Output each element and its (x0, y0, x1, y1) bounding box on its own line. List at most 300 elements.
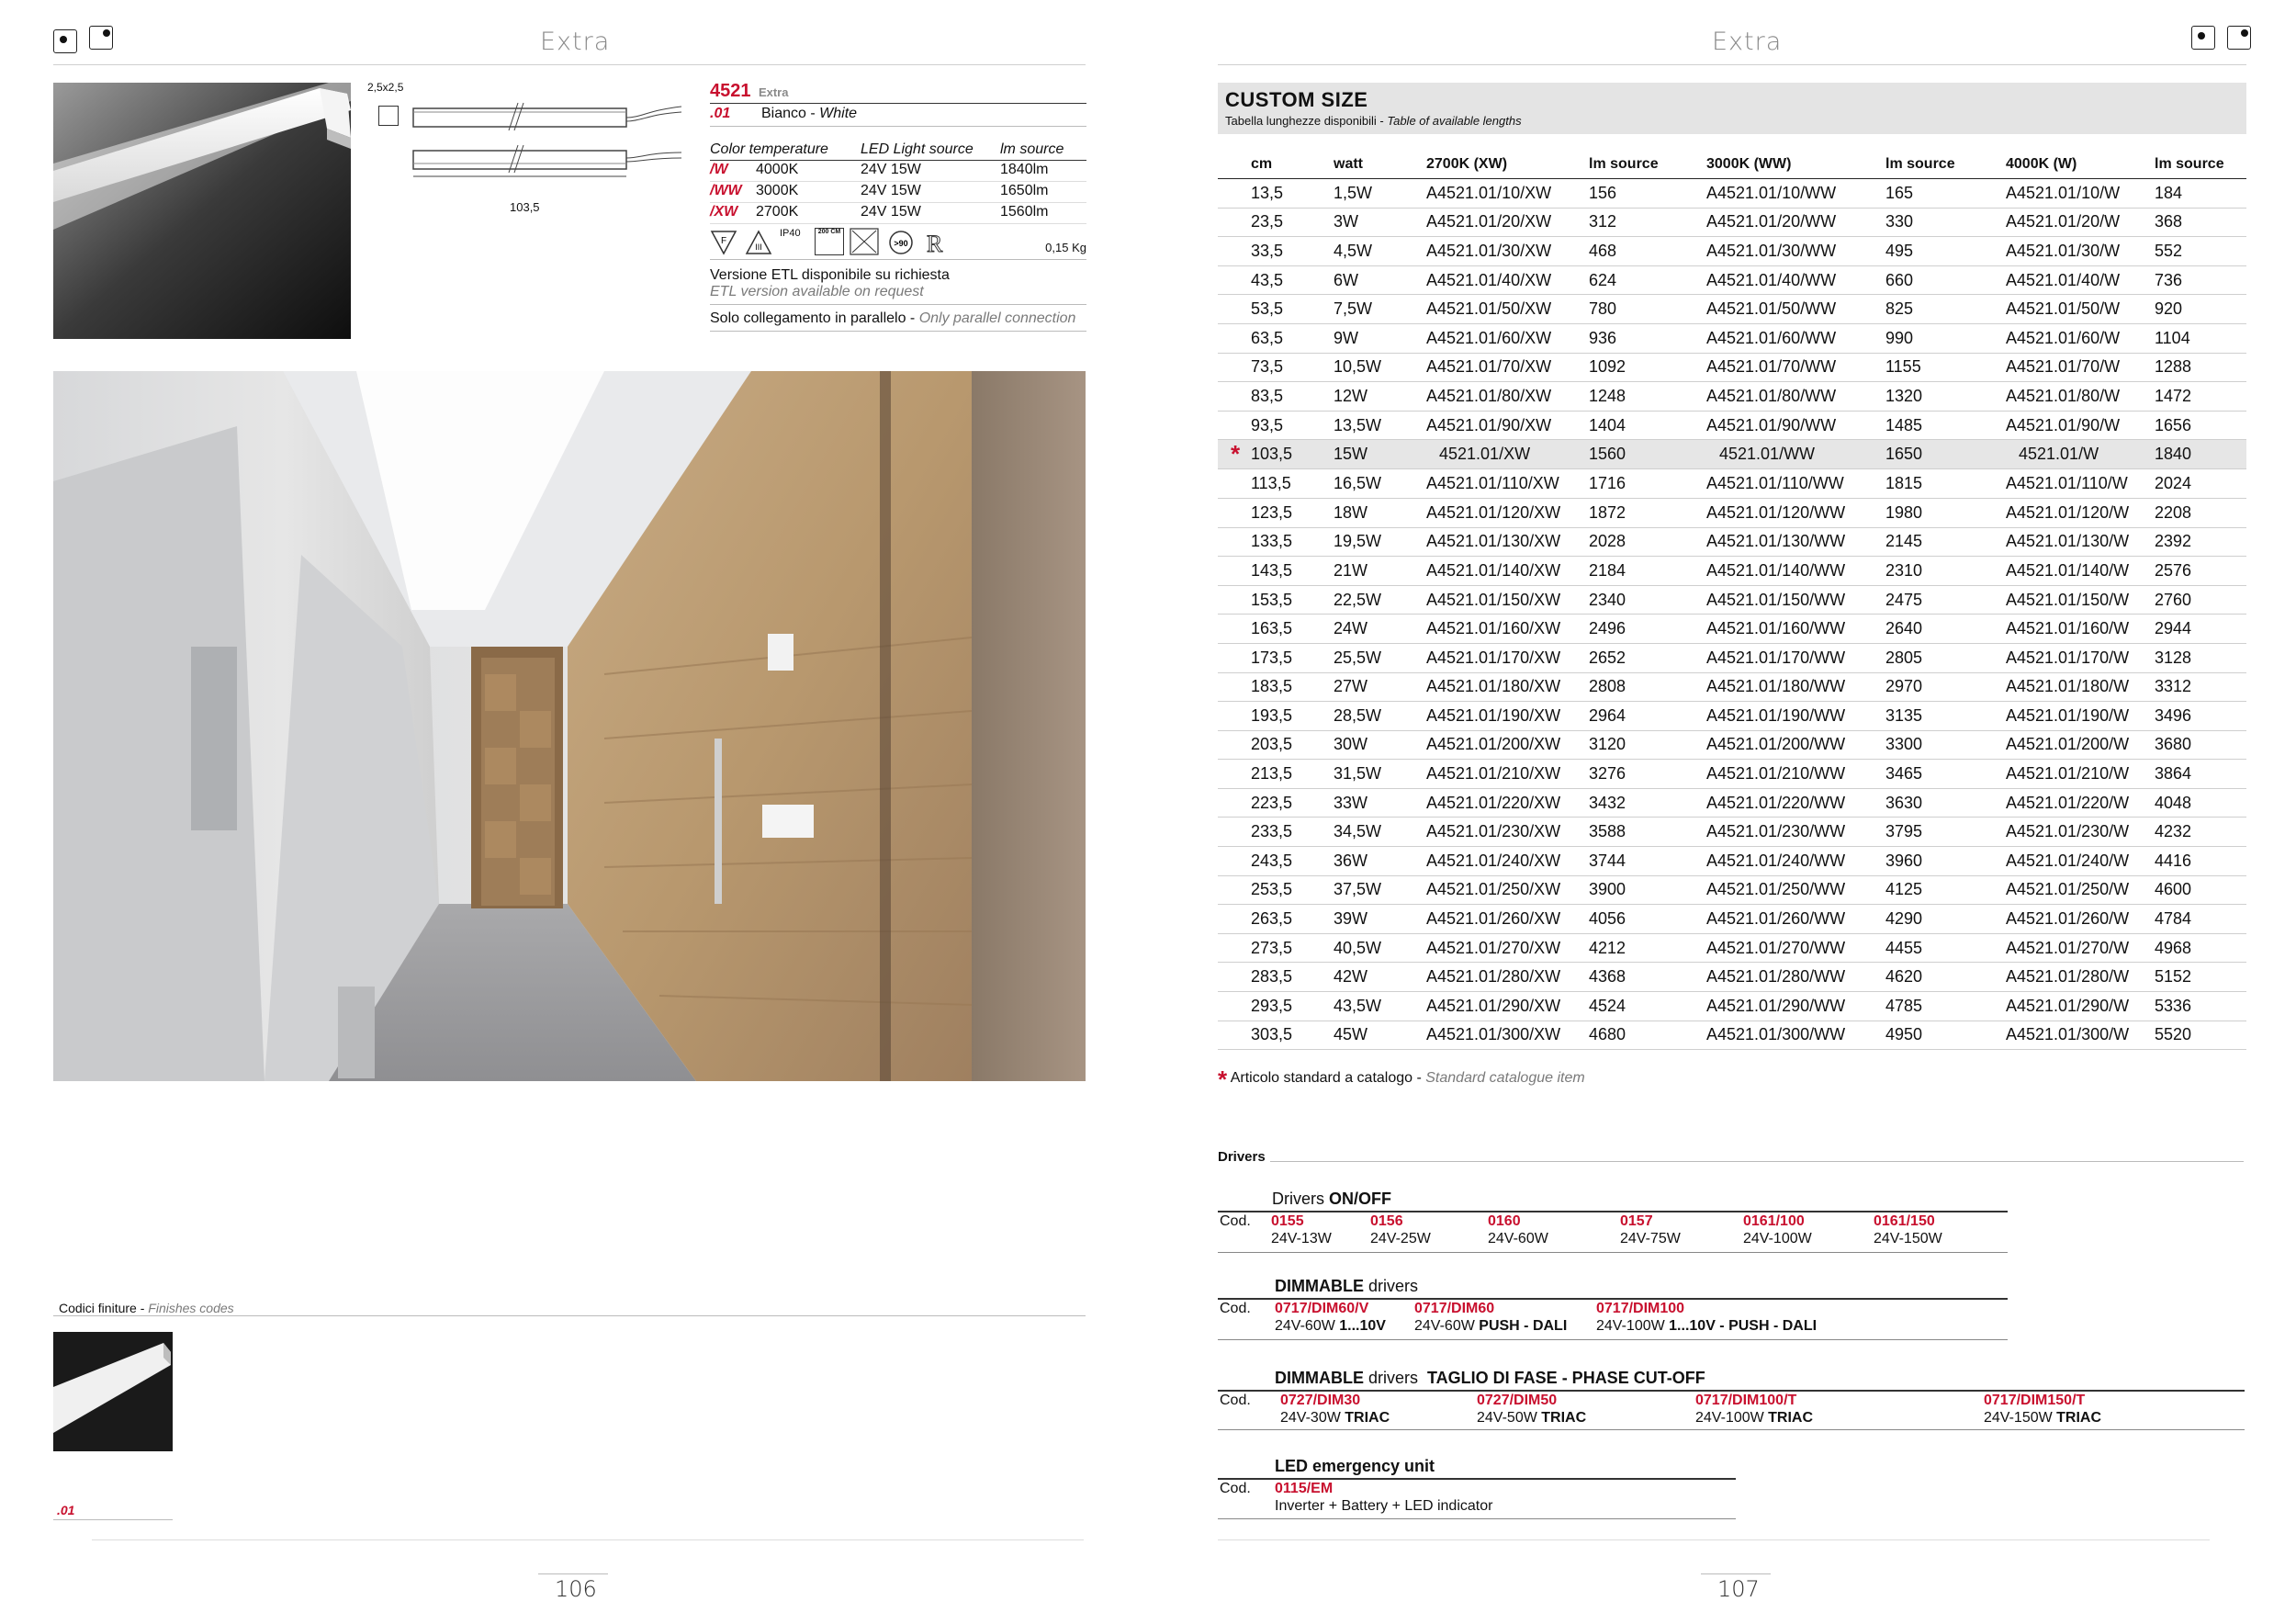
cell-lm-4000k: 4600 (2155, 875, 2246, 905)
cell-lm-3000k: 1485 (1885, 411, 2006, 440)
standard-star: * (1231, 440, 1241, 468)
driver-code: 0157 (1620, 1213, 1653, 1229)
cell-cm: 163,5 (1251, 615, 1334, 644)
cell-code-3000k: A4521.01/250/WW (1706, 875, 1885, 905)
cell-lm-4000k: 2208 (2155, 498, 2246, 527)
cell-watt: 18W (1334, 498, 1426, 527)
cell-code-4000k: A4521.01/220/W (2006, 788, 2155, 818)
cell-lm-3000k: 2310 (1885, 557, 2006, 586)
ip-rating: IP40 (780, 228, 801, 239)
col-4000k: 4000K (W) (2006, 154, 2155, 179)
driver-desc: 24V-30W TRIAC (1280, 1410, 1390, 1426)
cell-watt: 19,5W (1334, 527, 1426, 557)
cell-cm: 83,5 (1251, 382, 1334, 412)
cell-watt: 36W (1334, 847, 1426, 876)
corridor-photo (53, 371, 1086, 1081)
driver-desc: 24V-150W (1874, 1231, 1942, 1246)
cell-lm-3000k: 2475 (1885, 585, 2006, 615)
cell-lm-3000k: 4455 (1885, 933, 2006, 963)
cell-lm-4000k: 1288 (2155, 353, 2246, 382)
cell-lm-2700k: 1716 (1589, 469, 1706, 499)
cell-lm-4000k: 2576 (2155, 557, 2246, 586)
running-head-right: Extra (1712, 28, 1783, 56)
cell-lm-4000k: 184 (2155, 179, 2246, 209)
cell-lm-3000k: 165 (1885, 179, 2006, 209)
cell-code-4000k: A4521.01/200/W (2006, 730, 2155, 760)
cell-lm-4000k: 4232 (2155, 818, 2246, 847)
cell-watt: 6W (1334, 265, 1426, 295)
cell-watt: 30W (1334, 730, 1426, 760)
cell-lm-2700k: 1248 (1589, 382, 1706, 412)
cell-code-4000k: A4521.01/290/W (2006, 992, 2155, 1021)
cell-lm-4000k: 1840 (2155, 440, 2246, 469)
table-row (1218, 237, 2246, 266)
cell-cm: 183,5 (1251, 672, 1334, 702)
cell-code-3000k: A4521.01/150/WW (1706, 585, 1885, 615)
cell-cm: 33,5 (1251, 237, 1334, 266)
technical-drawing (410, 99, 685, 191)
finish-en: White (819, 106, 858, 121)
col-cm: cm (1251, 154, 1334, 179)
cell-watt: 12W (1334, 382, 1426, 412)
cell-lm-2700k: 2028 (1589, 527, 1706, 557)
cell-cm: 283,5 (1251, 963, 1334, 992)
cell-watt: 45W (1334, 1021, 1426, 1050)
cell-lm-4000k: 5336 (2155, 992, 2246, 1021)
cell-cm: 263,5 (1251, 905, 1334, 934)
product-spec: 4521 Extra .01 Bianco - White Color temperature LED Light source lm source /W 4000K 24V 15W 1840lm /WW 3000K 24V 15W 1650lm /XW 2700K 24V 15W 1560lm F III IP40 200 CM >90 R 0,15 Kg Versione ETL disponibile su richiesta ETL version available on request Solo collegamento in parallelo - Only parallel connection (710, 81, 1086, 332)
spec-lm: 1840lm (1000, 162, 1049, 177)
cell-code-2700k: A4521.01/240/XW (1426, 847, 1589, 876)
cell-code-2700k: A4521.01/290/XW (1426, 992, 1589, 1021)
cell-watt: 7,5W (1334, 295, 1426, 324)
cell-lm-4000k: 368 (2155, 208, 2246, 237)
table-row (1218, 847, 2246, 876)
cell-cm: 213,5 (1251, 760, 1334, 789)
cell-lm-4000k: 2760 (2155, 585, 2246, 615)
cell-lm-2700k: 2652 (1589, 643, 1706, 672)
cell-lm-3000k: 2805 (1885, 643, 2006, 672)
cell-code-4000k: A4521.01/10/W (2006, 179, 2155, 209)
cell-code-2700k: A4521.01/280/XW (1426, 963, 1589, 992)
cell-lm-4000k: 4416 (2155, 847, 2246, 876)
cell-cm: 143,5 (1251, 557, 1334, 586)
cell-code-3000k: A4521.01/160/WW (1706, 615, 1885, 644)
cell-code-2700k: A4521.01/40/XW (1426, 265, 1589, 295)
svg-text:R: R (927, 231, 943, 255)
cell-lm-2700k: 156 (1589, 179, 1706, 209)
cell-lm-3000k: 2640 (1885, 615, 2006, 644)
profile-section-drawing (378, 106, 399, 126)
cell-code-3000k: A4521.01/80/WW (1706, 382, 1885, 412)
cell-code-2700k: A4521.01/210/XW (1426, 760, 1589, 789)
cell-lm-2700k: 2184 (1589, 557, 1706, 586)
spec-code: /W (710, 162, 728, 177)
cell-lm-4000k: 3496 (2155, 702, 2246, 731)
cell-lm-3000k: 4950 (1885, 1021, 2006, 1050)
spec-temp: 2700K (756, 204, 799, 220)
col-lm-4000k: lm source (2155, 154, 2246, 179)
cell-code-3000k: A4521.01/280/WW (1706, 963, 1885, 992)
cell-code-2700k: A4521.01/190/XW (1426, 702, 1589, 731)
class-iii-icon (745, 230, 772, 255)
cell-watt: 27W (1334, 672, 1426, 702)
cell-cm: 43,5 (1251, 265, 1334, 295)
cell-cm: 113,5 (1251, 469, 1334, 499)
cell-code-3000k: A4521.01/90/WW (1706, 411, 1885, 440)
cell-watt: 25,5W (1334, 643, 1426, 672)
cell-cm: 153,5 (1251, 585, 1334, 615)
weight: 0,15 Kg (1045, 241, 1086, 254)
table-row (1218, 615, 2246, 644)
cell-lm-2700k: 3900 (1589, 875, 1706, 905)
cell-code-4000k: A4521.01/230/W (2006, 818, 2155, 847)
cell-lm-3000k: 1155 (1885, 353, 2006, 382)
cell-lm-2700k: 1872 (1589, 498, 1706, 527)
cell-cm: 23,5 (1251, 208, 1334, 237)
f-mark-icon (710, 230, 737, 255)
cell-code-2700k: A4521.01/90/XW (1426, 411, 1589, 440)
cell-code-4000k: A4521.01/120/W (2006, 498, 2155, 527)
cell-lm-3000k: 1815 (1885, 469, 2006, 499)
cell-lm-3000k: 3135 (1885, 702, 2006, 731)
cell-lm-2700k: 2340 (1589, 585, 1706, 615)
cell-code-4000k: A4521.01/30/W (2006, 237, 2155, 266)
table-row (1218, 382, 2246, 412)
cell-cm: 133,5 (1251, 527, 1334, 557)
cell-lm-4000k: 3864 (2155, 760, 2246, 789)
cell-watt: 9W (1334, 323, 1426, 353)
cell-lm-2700k: 468 (1589, 237, 1706, 266)
table-row (1218, 702, 2246, 731)
cell-lm-3000k: 3960 (1885, 847, 2006, 876)
driver-code: 0717/DIM60/V (1275, 1301, 1369, 1316)
col-2700k: 2700K (XW) (1426, 154, 1589, 179)
cell-code-4000k: A4521.01/130/W (2006, 527, 2155, 557)
svg-text:F: F (720, 236, 727, 246)
col-3000k: 3000K (WW) (1706, 154, 1885, 179)
onoff-drivers: Cod. 0155 24V-13W 0156 24V-25W 0160 24V-60W 0157 24V-75W 0161/100 24V-100W 0161/150 24V-150W (1220, 1213, 1942, 1246)
icon-row (710, 228, 1086, 260)
custom-size-header (1218, 83, 2246, 134)
driver-desc: 24V-50W TRIAC (1477, 1410, 1587, 1426)
cell-code-2700k: A4521.01/50/XW (1426, 295, 1589, 324)
cell-lm-2700k: 1092 (1589, 353, 1706, 382)
spec-code: /WW (710, 183, 742, 198)
cell-lm-2700k: 2496 (1589, 615, 1706, 644)
cell-code-3000k: A4521.01/60/WW (1706, 323, 1885, 353)
cell-code-4000k: A4521.01/250/W (2006, 875, 2155, 905)
cell-watt: 39W (1334, 905, 1426, 934)
driver-desc: 24V-150W TRIAC (1984, 1410, 2102, 1426)
finishes-title: Codici finiture - Finishes codes (59, 1301, 234, 1315)
cell-code-2700k: A4521.01/300/XW (1426, 1021, 1589, 1050)
cell-lm-2700k: 780 (1589, 295, 1706, 324)
cell-lm-3000k: 1650 (1885, 440, 2006, 469)
cell-code-2700k: A4521.01/120/XW (1426, 498, 1589, 527)
cell-code-2700k: A4521.01/20/XW (1426, 208, 1589, 237)
cell-lm-3000k: 4290 (1885, 905, 2006, 934)
cell-lm-4000k: 3312 (2155, 672, 2246, 702)
cell-cm: 53,5 (1251, 295, 1334, 324)
driver-code: 0727/DIM30 (1280, 1393, 1361, 1408)
running-head-left: Extra (540, 28, 611, 56)
cell-code-3000k: A4521.01/260/WW (1706, 905, 1885, 934)
cell-watt: 13,5W (1334, 411, 1426, 440)
spec-lm: 1650lm (1000, 183, 1049, 198)
etl-en: ETL version available on request (710, 284, 1086, 305)
cell-lm-2700k: 1404 (1589, 411, 1706, 440)
cable-length-icon: 200 CM (815, 228, 844, 255)
cell-code-3000k: A4521.01/190/WW (1706, 702, 1885, 731)
cell-lm-2700k: 4524 (1589, 992, 1706, 1021)
cell-code-2700k: A4521.01/200/XW (1426, 730, 1589, 760)
spec-row (710, 203, 1086, 224)
driver-code: 0717/DIM100 (1596, 1301, 1685, 1316)
cell-code-3000k: A4521.01/180/WW (1706, 672, 1885, 702)
cell-watt: 1,5W (1334, 179, 1426, 209)
standard-star: * (1218, 1066, 1228, 1093)
product-code: 4521 (710, 81, 751, 101)
spec-source: 24V 15W (861, 204, 921, 220)
cell-code-3000k: A4521.01/20/WW (1706, 208, 1885, 237)
driver-code: 0717/DIM150/T (1984, 1393, 2086, 1408)
cell-code-3000k: A4521.01/130/WW (1706, 527, 1885, 557)
cell-code-3000k: A4521.01/300/WW (1706, 1021, 1885, 1050)
cell-cm: 173,5 (1251, 643, 1334, 672)
cell-lm-2700k: 3588 (1589, 818, 1706, 847)
cell-code-4000k: A4521.01/300/W (2006, 1021, 2155, 1050)
cell-code-2700k: A4521.01/80/XW (1426, 382, 1589, 412)
cell-watt: 33W (1334, 788, 1426, 818)
cell-lm-2700k: 3744 (1589, 847, 1706, 876)
cell-code-4000k: A4521.01/40/W (2006, 265, 2155, 295)
page-number-left: 106 (555, 1576, 597, 1602)
table-header-row (1218, 154, 2246, 179)
cell-code-2700k: A4521.01/150/XW (1426, 585, 1589, 615)
cell-lm-2700k: 4056 (1589, 905, 1706, 934)
driver-desc: 24V-100W 1...10V - PUSH - DALI (1596, 1318, 1818, 1334)
table-row (1218, 585, 2246, 615)
cell-cm: 13,5 (1251, 179, 1334, 209)
layout-icon-selected (2227, 26, 2251, 50)
col-lm-2700k: lm source (1589, 154, 1706, 179)
table-row (1218, 643, 2246, 672)
cell-code-4000k: A4521.01/170/W (2006, 643, 2155, 672)
cell-lm-4000k: 1472 (2155, 382, 2246, 412)
cell-code-2700k: A4521.01/130/XW (1426, 527, 1589, 557)
driver-desc: 24V-100W (1743, 1231, 1812, 1246)
phase-cut-drivers: Cod. 0727/DIM30 24V-30W TRIAC 0727/DIM50 24V-50W TRIAC 0717/DIM100/T 24V-100W TRIAC 0717/DIM150/T 24V-150W TRIAC (1220, 1393, 2102, 1426)
cell-code-2700k: A4521.01/180/XW (1426, 672, 1589, 702)
cell-watt: 34,5W (1334, 818, 1426, 847)
cell-code-3000k: A4521.01/290/WW (1706, 992, 1885, 1021)
cell-code-4000k: A4521.01/20/W (2006, 208, 2155, 237)
table-row (1218, 557, 2246, 586)
cell-lm-3000k: 3630 (1885, 788, 2006, 818)
emergency-title: LED emergency unit (1275, 1457, 1435, 1475)
standard-note: * Articolo standard a catalogo - Standard catalogue item (1218, 1066, 1585, 1093)
cell-code-4000k: A4521.01/50/W (2006, 295, 2155, 324)
profile-size: 2,5x2,5 (367, 81, 404, 94)
cell-code-4000k: A4521.01/280/W (2006, 963, 2155, 992)
driver-code: 0717/DIM60 (1414, 1301, 1495, 1316)
cell-code-2700k: A4521.01/10/XW (1426, 179, 1589, 209)
cell-lm-2700k: 936 (1589, 323, 1706, 353)
cell-code-2700k: A4521.01/250/XW (1426, 875, 1589, 905)
cell-code-3000k: A4521.01/170/WW (1706, 643, 1885, 672)
driver-desc: 24V-60W (1488, 1231, 1548, 1246)
driver-desc: 24V-60W PUSH - DALI (1414, 1318, 1568, 1334)
dimmable-title: DIMMABLE drivers (1275, 1277, 1419, 1295)
cell-lm-4000k: 552 (2155, 237, 2246, 266)
cell-code-2700k: A4521.01/60/XW (1426, 323, 1589, 353)
cell-code-3000k: A4521.01/40/WW (1706, 265, 1885, 295)
cell-code-4000k: A4521.01/160/W (2006, 615, 2155, 644)
product-name: Extra (758, 85, 789, 99)
cell-code-2700k: A4521.01/140/XW (1426, 557, 1589, 586)
cell-code-2700k: 4521.01/XW (1426, 440, 1589, 469)
cell-code-2700k: A4521.01/160/XW (1426, 615, 1589, 644)
table-row (1218, 265, 2246, 295)
cell-watt: 43,5W (1334, 992, 1426, 1021)
onoff-title: Drivers ON/OFF (1272, 1190, 1391, 1208)
cell-lm-4000k: 1656 (2155, 411, 2246, 440)
cell-cm: 63,5 (1251, 323, 1334, 353)
cell-watt: 15W (1334, 440, 1426, 469)
table-row (1218, 905, 2246, 934)
cell-lm-4000k: 5152 (2155, 963, 2246, 992)
cell-code-3000k: A4521.01/50/WW (1706, 295, 1885, 324)
cell-lm-3000k: 330 (1885, 208, 2006, 237)
cell-lm-2700k: 2964 (1589, 702, 1706, 731)
cell-code-3000k: A4521.01/110/WW (1706, 469, 1885, 499)
driver-desc: 24V-60W 1...10V (1275, 1318, 1386, 1334)
layout-icon (2191, 26, 2215, 50)
cell-lm-3000k: 4125 (1885, 875, 2006, 905)
driver-code: 0160 (1488, 1213, 1521, 1229)
cell-cm: 73,5 (1251, 353, 1334, 382)
table-row (1218, 323, 2246, 353)
cell-code-4000k: A4521.01/110/W (2006, 469, 2155, 499)
cell-cm: 303,5 (1251, 1021, 1334, 1050)
cell-watt: 31,5W (1334, 760, 1426, 789)
cell-cm: 243,5 (1251, 847, 1334, 876)
table-row (1218, 730, 2246, 760)
table-row (1218, 179, 2246, 209)
cell-cm: 273,5 (1251, 933, 1334, 963)
cell-code-2700k: A4521.01/270/XW (1426, 933, 1589, 963)
cell-code-2700k: A4521.01/260/XW (1426, 905, 1589, 934)
spec-source: 24V 15W (861, 162, 921, 177)
cell-code-2700k: A4521.01/230/XW (1426, 818, 1589, 847)
driver-code: 0156 (1370, 1213, 1403, 1229)
cell-lm-2700k: 3276 (1589, 760, 1706, 789)
cell-watt: 24W (1334, 615, 1426, 644)
cell-lm-4000k: 4968 (2155, 933, 2246, 963)
cell-code-2700k: A4521.01/30/XW (1426, 237, 1589, 266)
cell-watt: 16,5W (1334, 469, 1426, 499)
table-row (1218, 295, 2246, 324)
cell-lm-2700k: 4212 (1589, 933, 1706, 963)
cell-lm-3000k: 4620 (1885, 963, 2006, 992)
table-row (1218, 760, 2246, 789)
cell-lm-4000k: 3128 (2155, 643, 2246, 672)
cell-lm-4000k: 4784 (2155, 905, 2246, 934)
finish-it: Bianco (761, 106, 806, 121)
cell-lm-2700k: 2808 (1589, 672, 1706, 702)
driver-code: 0161/150 (1874, 1213, 1935, 1229)
table-row (1218, 527, 2246, 557)
layout-icon (53, 29, 77, 53)
cell-code-3000k: A4521.01/70/WW (1706, 353, 1885, 382)
etl-it: Versione ETL disponibile su richiesta (710, 267, 950, 283)
cell-lm-4000k: 2944 (2155, 615, 2246, 644)
driver-desc: 24V-100W TRIAC (1695, 1410, 1814, 1426)
cell-code-4000k: A4521.01/270/W (2006, 933, 2155, 963)
cell-code-3000k: A4521.01/120/WW (1706, 498, 1885, 527)
col-watt: watt (1334, 154, 1426, 179)
cell-watt: 22,5W (1334, 585, 1426, 615)
spec-row (710, 182, 1086, 203)
emergency-code: 0115/EM (1275, 1481, 1334, 1496)
finish-code: .01 (710, 106, 731, 121)
cell-lm-3000k: 660 (1885, 265, 2006, 295)
cell-lm-2700k: 3432 (1589, 788, 1706, 818)
cell-watt: 28,5W (1334, 702, 1426, 731)
cell-cm: 253,5 (1251, 875, 1334, 905)
table-row (1218, 933, 2246, 963)
driver-desc: 24V-75W (1620, 1231, 1681, 1246)
table-row (1218, 963, 2246, 992)
table-row (1218, 818, 2246, 847)
cell-lm-3000k: 825 (1885, 295, 2006, 324)
cell-cm: 293,5 (1251, 992, 1334, 1021)
cell-code-2700k: A4521.01/170/XW (1426, 643, 1589, 672)
cell-cm: 233,5 (1251, 818, 1334, 847)
cell-lm-2700k: 4368 (1589, 963, 1706, 992)
cell-watt: 3W (1334, 208, 1426, 237)
dimmable-drivers: Cod. 0717/DIM60/V 24V-60W 1...10V 0717/DIM60 24V-60W PUSH - DALI 0717/DIM100 24V-100W 1...10V - PUSH - DALI (1220, 1301, 1818, 1334)
cell-code-4000k: A4521.01/90/W (2006, 411, 2155, 440)
cell-code-3000k: A4521.01/10/WW (1706, 179, 1885, 209)
cell-code-4000k: A4521.01/180/W (2006, 672, 2155, 702)
cell-code-4000k: A4521.01/210/W (2006, 760, 2155, 789)
cell-code-4000k: A4521.01/150/W (2006, 585, 2155, 615)
cell-lm-3000k: 495 (1885, 237, 2006, 266)
driver-code: 0727/DIM50 (1477, 1393, 1558, 1408)
drivers-title: Drivers (1218, 1149, 1266, 1165)
cell-lm-3000k: 2145 (1885, 527, 2006, 557)
length-dimension: 103,5 (510, 200, 540, 214)
cell-code-3000k: A4521.01/140/WW (1706, 557, 1885, 586)
cell-code-2700k: A4521.01/110/XW (1426, 469, 1589, 499)
finish-swatch-01[interactable] (53, 1332, 173, 1451)
recycle-r-icon (925, 230, 943, 255)
table-row (1218, 672, 2246, 702)
cell-lm-4000k: 4048 (2155, 788, 2246, 818)
cell-cm: 193,5 (1251, 702, 1334, 731)
finish-swatch-label: .01 (57, 1503, 75, 1517)
cell-lm-3000k: 3465 (1885, 760, 2006, 789)
table-row (1218, 498, 2246, 527)
spec-row (710, 161, 1086, 182)
cell-code-4000k: A4521.01/260/W (2006, 905, 2155, 934)
cell-lm-3000k: 3300 (1885, 730, 2006, 760)
cell-code-4000k: A4521.01/70/W (2006, 353, 2155, 382)
cell-code-3000k: A4521.01/230/WW (1706, 818, 1885, 847)
layout-icon-selected (89, 26, 113, 50)
